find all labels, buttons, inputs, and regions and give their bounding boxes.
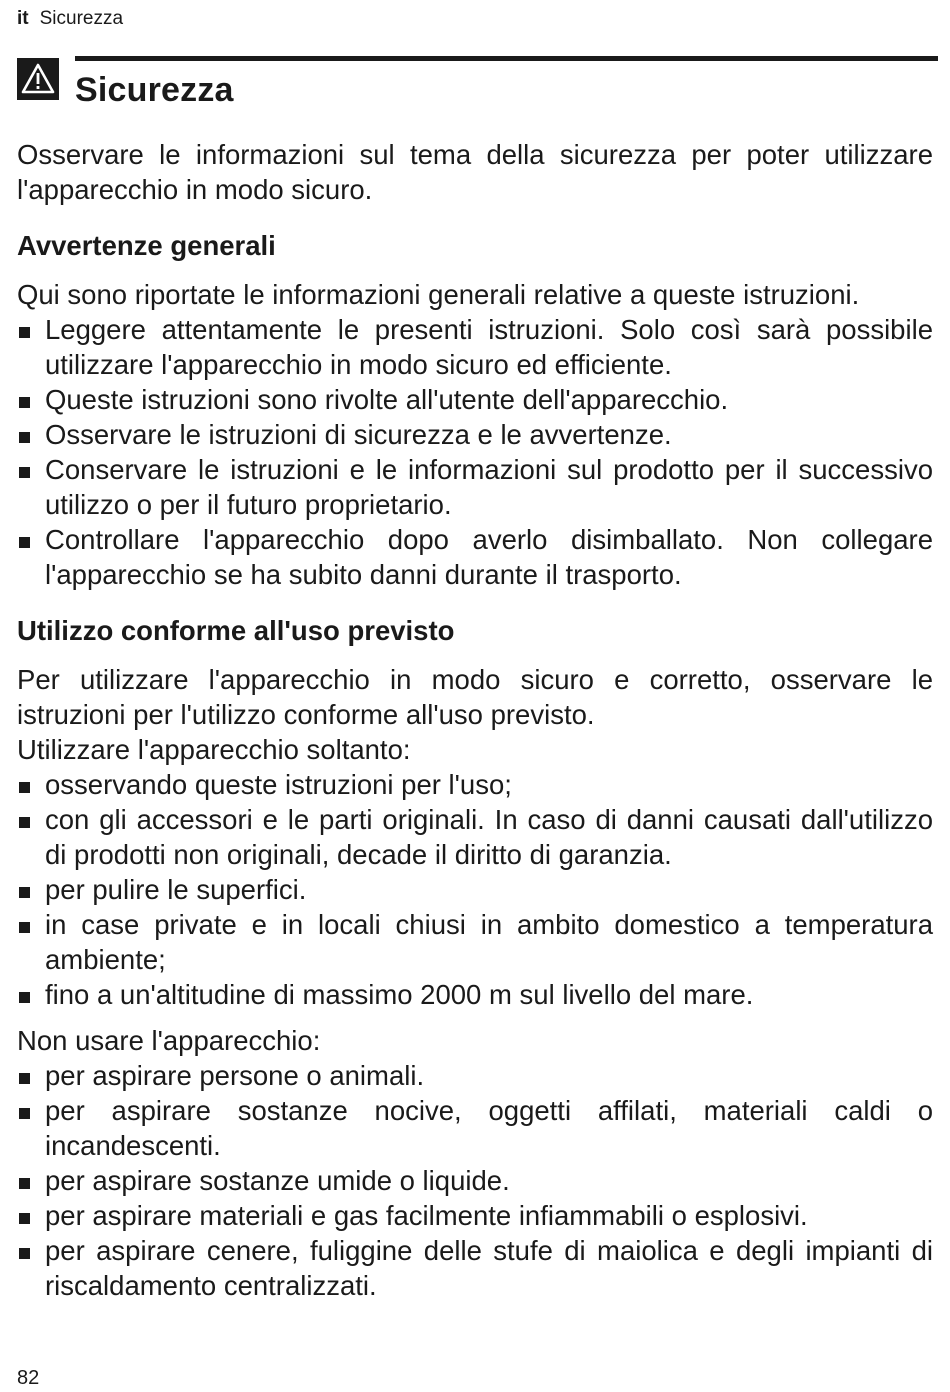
general-list [17,312,933,592]
document-body [17,137,933,1303]
do-not-label: Non usare l'apparecchio: [17,1025,321,1056]
list-item: con gli accessori e le parti originali. In caso di danni causati dall'utilizzo di prodotti non originali, decade il diritto di garanzia. [17,802,933,872]
general-heading: Avvertenze generali [17,230,276,261]
list-item: per aspirare cenere, fuliggine delle stufe di maiolica e degli impianti di riscaldamento centralizzati. [17,1233,933,1303]
list-item: per pulire le superfici. [17,872,933,907]
use-only-list [17,767,933,1012]
list-item: fino a un'altitudine di massimo 2000 m sul livello del mare. [17,977,933,1012]
intended-use-text: Per utilizzare l'apparecchio in modo sicuro e corretto, osservare le istruzioni per l'utilizzo conforme all'uso previsto. [17,664,933,730]
warning-triangle-icon [17,58,59,100]
general-text: Qui sono riportate le informazioni generali relative a queste istruzioni. [17,279,860,310]
list-item: per aspirare materiali e gas facilmente infiammabili o esplosivi. [17,1198,933,1233]
intended-use-heading: Utilizzo conforme all'uso previsto [17,615,455,646]
list-item: Queste istruzioni sono rivolte all'utente dell'apparecchio. [17,382,933,417]
list-item: osservando queste istruzioni per l'uso; [17,767,933,802]
use-only-label: Utilizzare l'apparecchio soltanto: [17,734,411,765]
list-item: Osservare le istruzioni di sicurezza e le avvertenze. [17,417,933,452]
header-section: Sicurezza [39,8,124,29]
list-item: in case private e in locali chiusi in ambito domestico a temperatura ambiente; [17,907,933,977]
page-number: 82 [17,1367,40,1389]
do-not-list [17,1058,933,1303]
list-item: per aspirare sostanze nocive, oggetti affilati, materiali caldi o incandescenti. [17,1093,933,1163]
list-item: per aspirare sostanze umide o liquide. [17,1163,933,1198]
list-item: per aspirare persone o animali. [17,1058,933,1093]
running-header [17,7,123,31]
page-title: Sicurezza [75,71,234,109]
list-item: Controllare l'apparecchio dopo averlo disimballato. Non collegare l'apparecchio se ha subito danni durante il trasporto. [17,522,933,592]
list-item: Conservare le istruzioni e le informazioni sul prodotto per il successivo utilizzo o per il futuro proprietario. [17,452,933,522]
title-rule [75,56,938,61]
list-item: Leggere attentamente le presenti istruzioni. Solo così sarà possibile utilizzare l'apparecchio in modo sicuro ed efficiente. [17,312,933,382]
language-code: it [17,8,29,29]
intro-paragraph: Osservare le informazioni sul tema della sicurezza per poter utilizzare l'apparecchio in modo sicuro. [17,139,933,205]
